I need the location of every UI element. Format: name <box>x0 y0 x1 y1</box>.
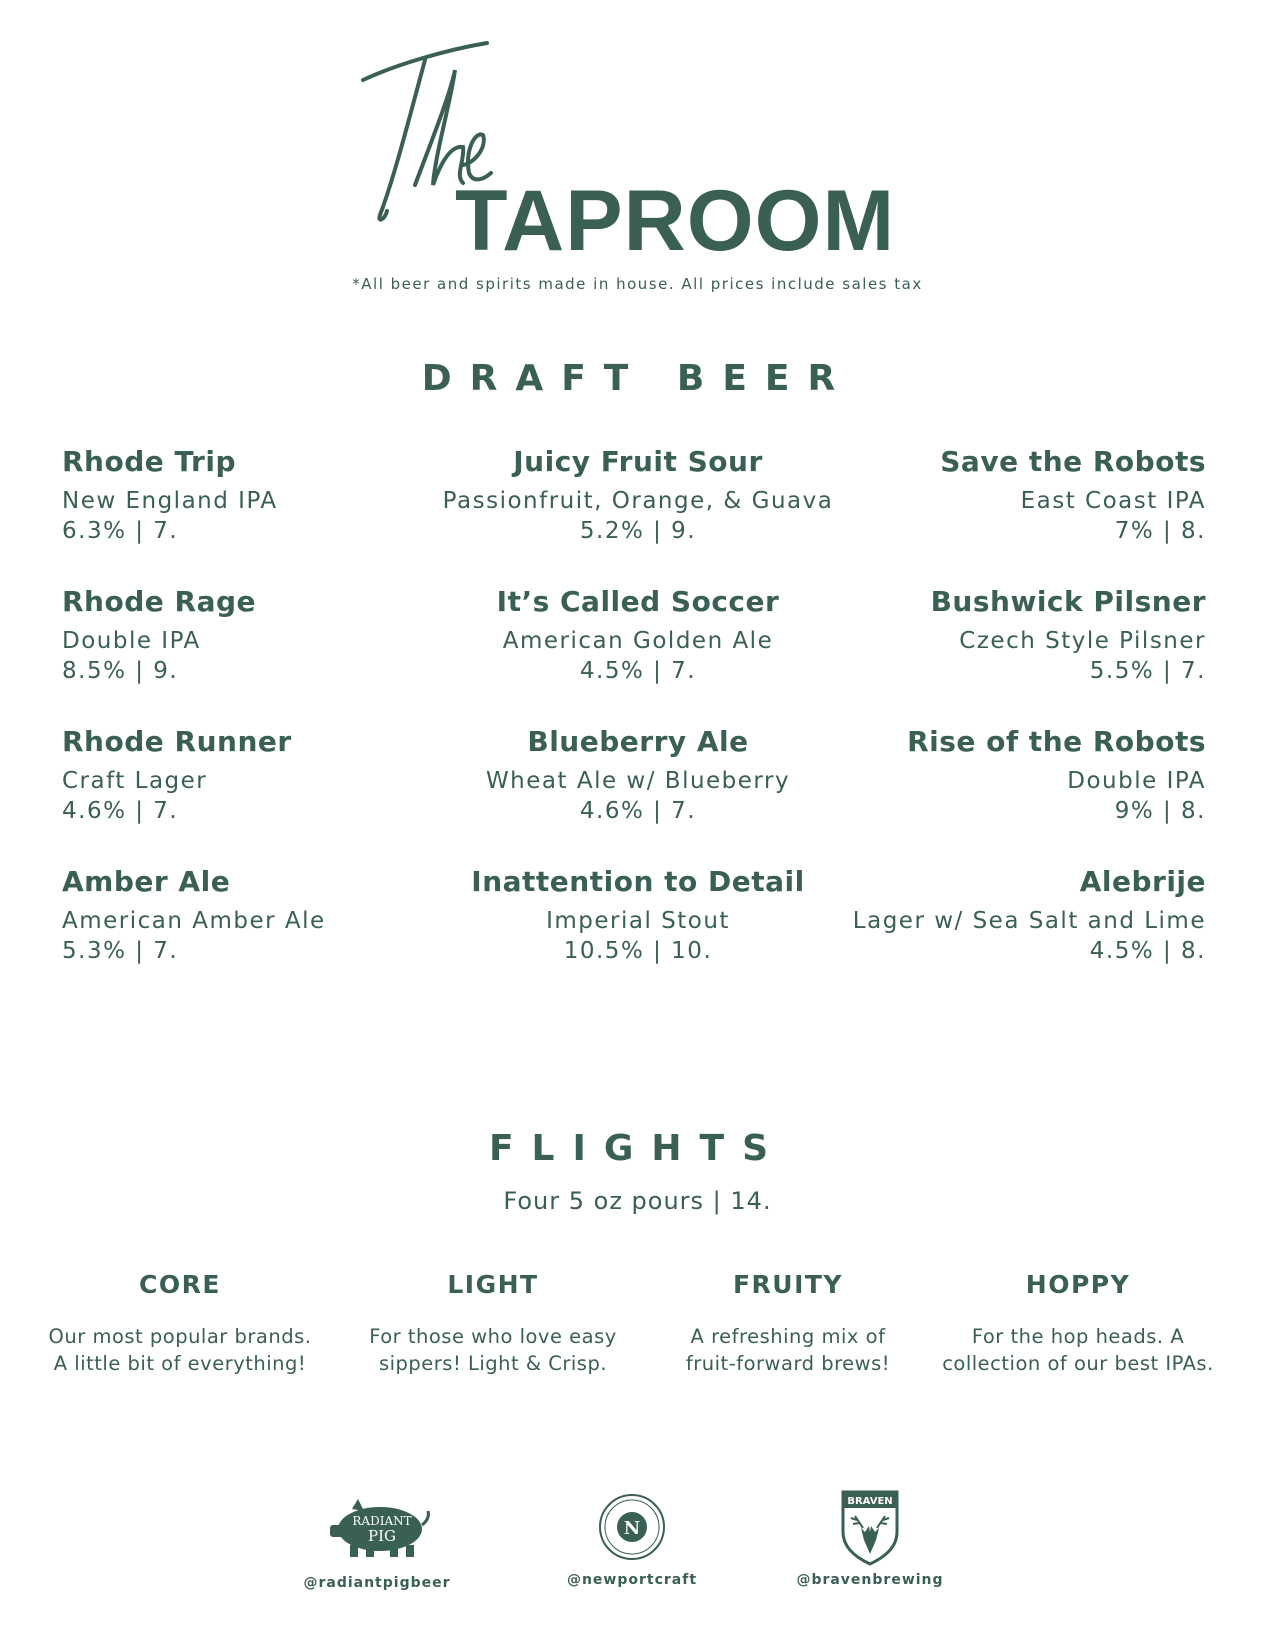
beer-price: 4.5% | 7. <box>579 658 697 684</box>
flight-desc-line: Our most popular brands. <box>48 1325 312 1348</box>
beer-item <box>62 725 482 865</box>
beer-price: 6.3% | 7. <box>62 518 179 544</box>
logo-text: N <box>623 1518 641 1539</box>
flight-desc-line: For those who love easy <box>369 1325 617 1348</box>
beer-style: Wheat Ale w/ Blueberry <box>485 768 791 794</box>
sponsor-radiant-pig[interactable] <box>277 1495 477 1591</box>
beer-item <box>62 445 482 585</box>
flight-desc-line: For the hop heads. A <box>971 1325 1185 1348</box>
pig-logo-icon <box>322 1495 432 1559</box>
newport-seal-icon <box>597 1492 667 1562</box>
flight-name: CORE <box>139 1270 221 1299</box>
beer-style: American Golden Ale <box>502 628 774 654</box>
flight-hoppy <box>928 1270 1228 1377</box>
flights-heading: FLIGHTS <box>488 1128 787 1169</box>
sponsor-handle[interactable]: @bravenbrewing <box>796 1572 944 1588</box>
flight-desc-line: sippers! Light & Crisp. <box>378 1352 608 1375</box>
beer-price: 5.2% | 9. <box>579 518 697 544</box>
beer-name: Alebrije <box>1079 865 1206 898</box>
beer-name: Inattention to Detail <box>471 865 805 898</box>
beer-name: Blueberry Ale <box>527 725 749 758</box>
beer-item <box>428 725 848 865</box>
beer-price: 10.5% | 10. <box>563 938 713 964</box>
beer-price: 9% | 8. <box>1114 798 1206 824</box>
beer-style: Passionfruit, Orange, & Guava <box>442 488 834 514</box>
beer-price: 8.5% | 9. <box>62 658 179 684</box>
beer-item <box>428 865 848 1005</box>
beer-price: 4.6% | 7. <box>579 798 697 824</box>
beer-item <box>62 585 482 725</box>
beer-item <box>62 865 482 1005</box>
sponsor-newport-craft[interactable] <box>532 1492 732 1588</box>
flights-subtitle: Four 5 oz pours | 14. <box>503 1187 772 1215</box>
logo-text: PIG <box>367 1527 397 1545</box>
flight-description <box>30 1323 330 1377</box>
beer-item <box>786 865 1206 1005</box>
flight-description <box>928 1323 1228 1377</box>
flight-desc-line: A little bit of everything! <box>53 1352 307 1375</box>
beer-name: Amber Ale <box>62 865 231 898</box>
beer-style: Double IPA <box>62 628 201 654</box>
beer-column-left <box>62 445 482 1005</box>
deer-shield-icon <box>839 1488 901 1566</box>
beer-price: 4.6% | 7. <box>62 798 179 824</box>
flight-description <box>343 1323 643 1377</box>
flight-core <box>30 1270 330 1377</box>
flight-desc-line: A refreshing mix of <box>690 1325 886 1348</box>
logo-text: BRAVEN <box>847 1496 893 1507</box>
flight-name: FRUITY <box>732 1270 844 1299</box>
beer-style: Lager w/ Sea Salt and Lime <box>852 908 1206 934</box>
beer-style: Czech Style Pilsner <box>959 628 1206 654</box>
sponsor-handle[interactable]: @newportcraft <box>566 1572 698 1588</box>
beer-style: American Amber Ale <box>62 908 326 934</box>
beer-column-center <box>428 445 848 1005</box>
beer-style: Double IPA <box>1067 768 1206 794</box>
flight-desc-line: fruit-forward brews! <box>685 1352 891 1375</box>
beer-item <box>428 445 848 585</box>
beer-style: New England IPA <box>62 488 278 514</box>
beer-price: 5.5% | 7. <box>1089 658 1206 684</box>
beer-name: It’s Called Soccer <box>496 585 780 618</box>
beer-name: Juicy Fruit Sour <box>513 445 763 478</box>
flight-description <box>638 1323 938 1377</box>
beer-price: 5.3% | 7. <box>62 938 179 964</box>
flight-desc-line: collection of our best IPAs. <box>942 1352 1214 1375</box>
beer-item <box>786 585 1206 725</box>
flight-name: HOPPY <box>1025 1270 1131 1299</box>
beer-item <box>786 445 1206 585</box>
beer-name: Rhode Trip <box>62 445 236 478</box>
beer-name: Bushwick Pilsner <box>930 585 1206 618</box>
sponsor-braven[interactable] <box>770 1488 970 1588</box>
beer-style: Imperial Stout <box>546 908 730 934</box>
beer-price: 7% | 8. <box>1114 518 1206 544</box>
flight-fruity <box>638 1270 938 1377</box>
beer-style: Craft Lager <box>62 768 208 794</box>
beer-name: Save the Robots <box>940 445 1206 478</box>
sponsor-handle[interactable]: @radiantpigbeer <box>303 1575 451 1591</box>
beer-price: 4.5% | 8. <box>1089 938 1206 964</box>
flight-light <box>343 1270 643 1377</box>
beer-style: East Coast IPA <box>1020 488 1206 514</box>
flight-name: LIGHT <box>447 1270 539 1299</box>
logo-text: RADIANT <box>352 1514 412 1528</box>
beer-name: Rhode Rage <box>62 585 256 618</box>
beer-name: Rise of the Robots <box>907 725 1206 758</box>
beer-item <box>428 585 848 725</box>
beer-column-right <box>786 445 1206 1005</box>
tagline: *All beer and spirits made in house. All prices include sales tax <box>352 275 923 293</box>
draft-beer-heading: DRAFT BEER <box>421 358 854 399</box>
beer-item <box>786 725 1206 865</box>
beer-name: Rhode Runner <box>62 725 292 758</box>
page-title: TAPROOM <box>455 173 896 269</box>
